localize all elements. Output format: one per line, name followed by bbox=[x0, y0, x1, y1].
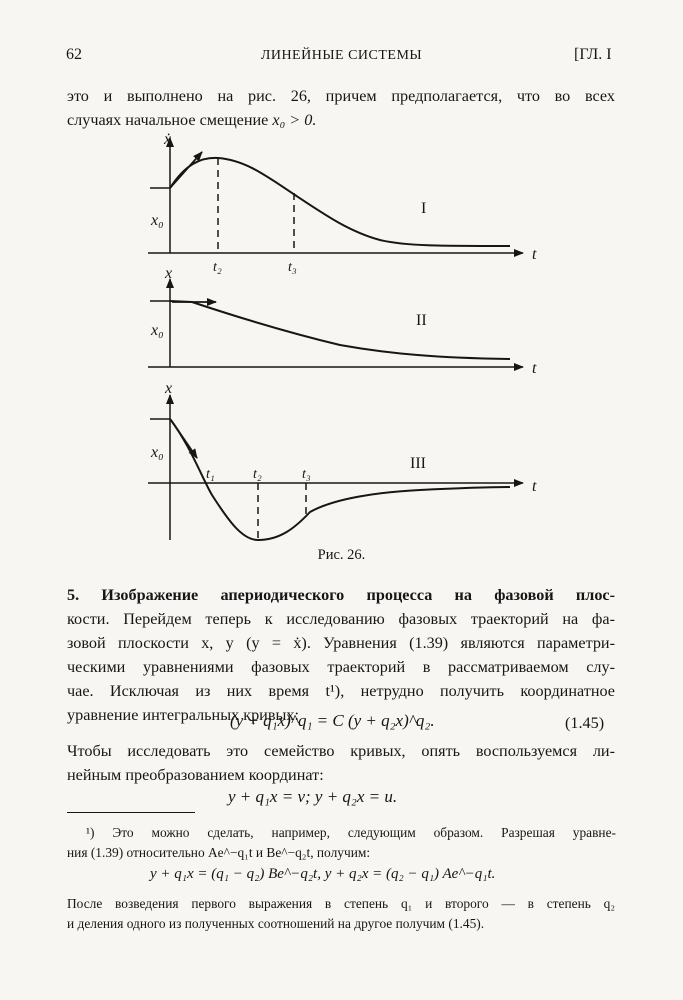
panel-2-roman-label: II bbox=[416, 312, 427, 329]
footnote-equation: y + q₁x = (q₁ − q₂) Be^−q₂t, y + q₂x = (q₂ − q₁) Ae^−q₁t. bbox=[150, 866, 496, 882]
section-line-6: уравнение интегральных кривых: bbox=[67, 706, 299, 724]
section-line-3: зовой плоскости x, y (y = ẋ). Уравнения (1.39) являются параметри- bbox=[67, 634, 615, 652]
panel-1-roman-label: I bbox=[421, 200, 427, 217]
panel-1-tick-t3: t₃ bbox=[288, 260, 297, 275]
panel-1-tick-t2: t₂ bbox=[213, 260, 222, 275]
equation-number: (1.45) bbox=[565, 714, 605, 732]
footnote-line-4: и деления одного из полученных соотношений на другое получим (1.45). bbox=[67, 916, 485, 931]
section-line-4: ческими уравнениями фазовых траекторий в рассматриваемом слу- bbox=[67, 658, 615, 676]
panel-2-x0-label: x₀ bbox=[151, 322, 164, 339]
panel-1-t-label: t bbox=[532, 246, 537, 263]
section-line-5: чае. Исключая из них время t¹), нетрудно получить координатное bbox=[67, 682, 615, 700]
footnote-rule bbox=[67, 812, 195, 813]
section-line-2: кости. Перейдем теперь к исследованию фазовых траекторий на фа- bbox=[67, 610, 615, 628]
panel-2-graph bbox=[148, 279, 523, 367]
panel-3-roman-label: III bbox=[410, 455, 426, 472]
intro-line-2-math: x₀ > 0. bbox=[272, 111, 317, 129]
equation-1-45: (y + q₁x)^q₁ = C (y + q₂x)^q₂. bbox=[230, 711, 435, 730]
footnote-line-2: ния (1.39) относительно Ae^−q₁t и Be^−q₂t, получим: bbox=[67, 845, 371, 860]
page-number: 62 bbox=[66, 46, 82, 63]
panel-3-tick-t1: t₁ bbox=[206, 467, 215, 482]
equation-transform: y + q₁x = v; y + q₂x = u. bbox=[228, 787, 398, 806]
figure-caption: Рис. 26. bbox=[317, 547, 366, 563]
footnote-line-3: После возведения первого выражения в степень q₁ и второго — в степень q₂ bbox=[67, 896, 615, 911]
panel-3-graph bbox=[148, 395, 523, 540]
panel-1-graph bbox=[148, 138, 523, 253]
footnote-line-1: ¹) Это можно сделать, например, следующим образом. Разрешая уравне- bbox=[86, 825, 616, 840]
running-title: ЛИНЕЙНЫЕ СИСТЕМЫ bbox=[260, 48, 423, 63]
panel-1-y-label: ẋ bbox=[164, 131, 172, 148]
panel-3-x0-label: x₀ bbox=[151, 444, 164, 461]
panel-3-tick-t3: t₃ bbox=[302, 467, 311, 482]
section-line-1: 5. Изображение апериодического процесса на фазовой плос- bbox=[67, 586, 615, 604]
after-line-2: нейным преобразованием координат: bbox=[67, 766, 324, 784]
panel-3-curve bbox=[170, 419, 510, 540]
panel-2-y-label: x bbox=[165, 265, 173, 282]
panel-3-tick-t2: t₂ bbox=[253, 467, 262, 482]
panel-3-t-label: t bbox=[532, 478, 537, 495]
after-line-1: Чтобы исследовать это семейство кривых, опять воспользуемся ли- bbox=[67, 742, 615, 760]
panel-1-x0-label: x₀ bbox=[151, 212, 164, 229]
chapter-reference: [ГЛ. I bbox=[574, 46, 612, 63]
panel-2-curve bbox=[170, 301, 510, 359]
intro-line-2-text: случаях начальное смещение bbox=[67, 111, 269, 129]
panel-1-curve bbox=[170, 158, 510, 246]
panel-1-tangent-arrow bbox=[170, 152, 202, 188]
intro-line-1: это и выполнено на рис. 26, причем предполагается, что во всех bbox=[67, 87, 615, 105]
panel-3-y-label: x bbox=[165, 380, 173, 397]
panel-3-tangent-arrow bbox=[171, 420, 197, 458]
panel-2-t-label: t bbox=[532, 360, 537, 377]
